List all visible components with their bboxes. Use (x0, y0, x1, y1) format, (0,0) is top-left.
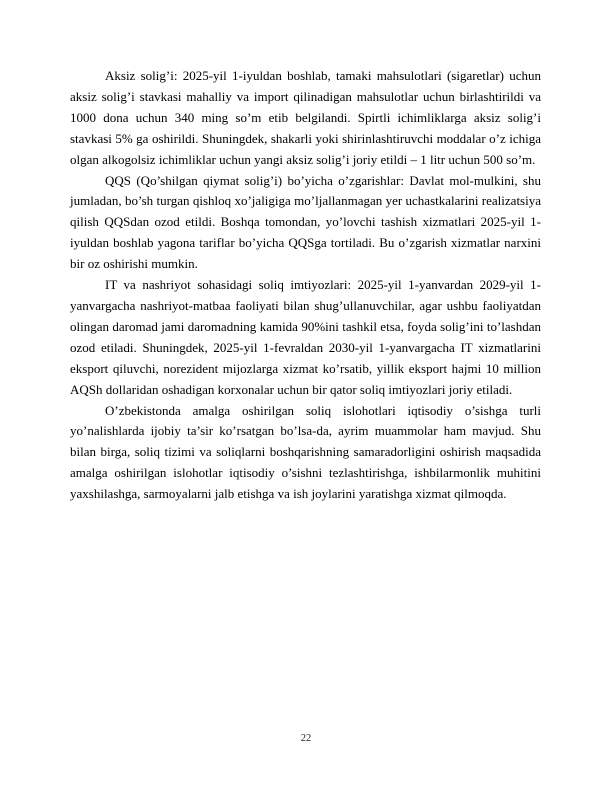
paragraph-excise-tax: Aksiz solig’i: 2025-yil 1-iyuldan boshlab, tamaki mahsulotlari (sigaretlar) uchun aksiz solig’i stavkasi mahalliy va import qilinadigan mahsulotlar uchun birlashtirildi va 1000 dona uchun 340 ming so’m etib belgilandi. Spirtli ichimliklarga aksiz solig’i stavkasi 5% ga oshirildi. Shuningdek, shakarli yoki shirinlashtiruvchi moddalar o’z ichiga olgan alkogolsiz ichimliklar uchun yangi aksiz solig’i joriy etildi – 1 litr uchun 500 so’m. (70, 68, 541, 167)
paragraph-tax-reforms-summary: O’zbekistonda amalga oshirilgan soliq islohotlari iqtisodiy o’sishga turli yo’nalishlarda ijobiy ta’sir ko’rsatgan bo’lsa-da, ayrim muammolar ham mavjud. Shu bilan birga, soliq tizimi va soliqlarni boshqarishning samaradorligini oshirish maqsadida amalga oshirilgan islohotlar iqtisodiy o’sishni tezlashtirishga, ishbilarmonlik muhitini yaxshilashga, sarmoyalarni jalb etishga va ish joylarini yaratishga xizmat qilmoqda. (70, 402, 541, 502)
document-page (70, 66, 541, 505)
page-number: 22 (300, 733, 312, 744)
paragraph-it-publishing-benefits: IT va nashriyot sohasidagi soliq imtiyozlari: 2025-yil 1-yanvardan 2029-yil 1-yanvargacha nashriyot-matbaa faoliyati bilan shug’ullanuvchilar, agar ushbu faoliyatdan olingan daromad jami daromadning kamida 90%ini tashkil etsa, foyda solig’ini to’lashdan ozod etiladi. Shuningdek, 2025-yil 1-fevraldan 2030-yil 1-yanvargacha IT xizmatlarini eksport qiluvchi, norezident mijozlarga xizmat ko’rsatib, yillik eksport hajmi 10 million AQSh dollaridan oshadigan korxonalar uchun bir qator soliq imtiyozlari joriy etiladi. (70, 277, 541, 397)
paragraph-vat-changes: QQS (Qo’shilgan qiymat solig’i) bo’yicha o’zgarishlar: Davlat mol-mulkini, shu jumladan, bo’sh turgan qishloq xo’jaligiga mo’ljallanmagan yer uchastkalarini realizatsiya qilish QQSdan ozod etildi. Boshqa tomondan, yo’lovchi tashish xizmatlari 2025-yil 1-iyuldan boshlab yagona tariflar bo’yicha QQSga tortiladi. Bu o’zgarish xizmatlar narxini bir oz oshirishi mumkin. (70, 172, 541, 272)
